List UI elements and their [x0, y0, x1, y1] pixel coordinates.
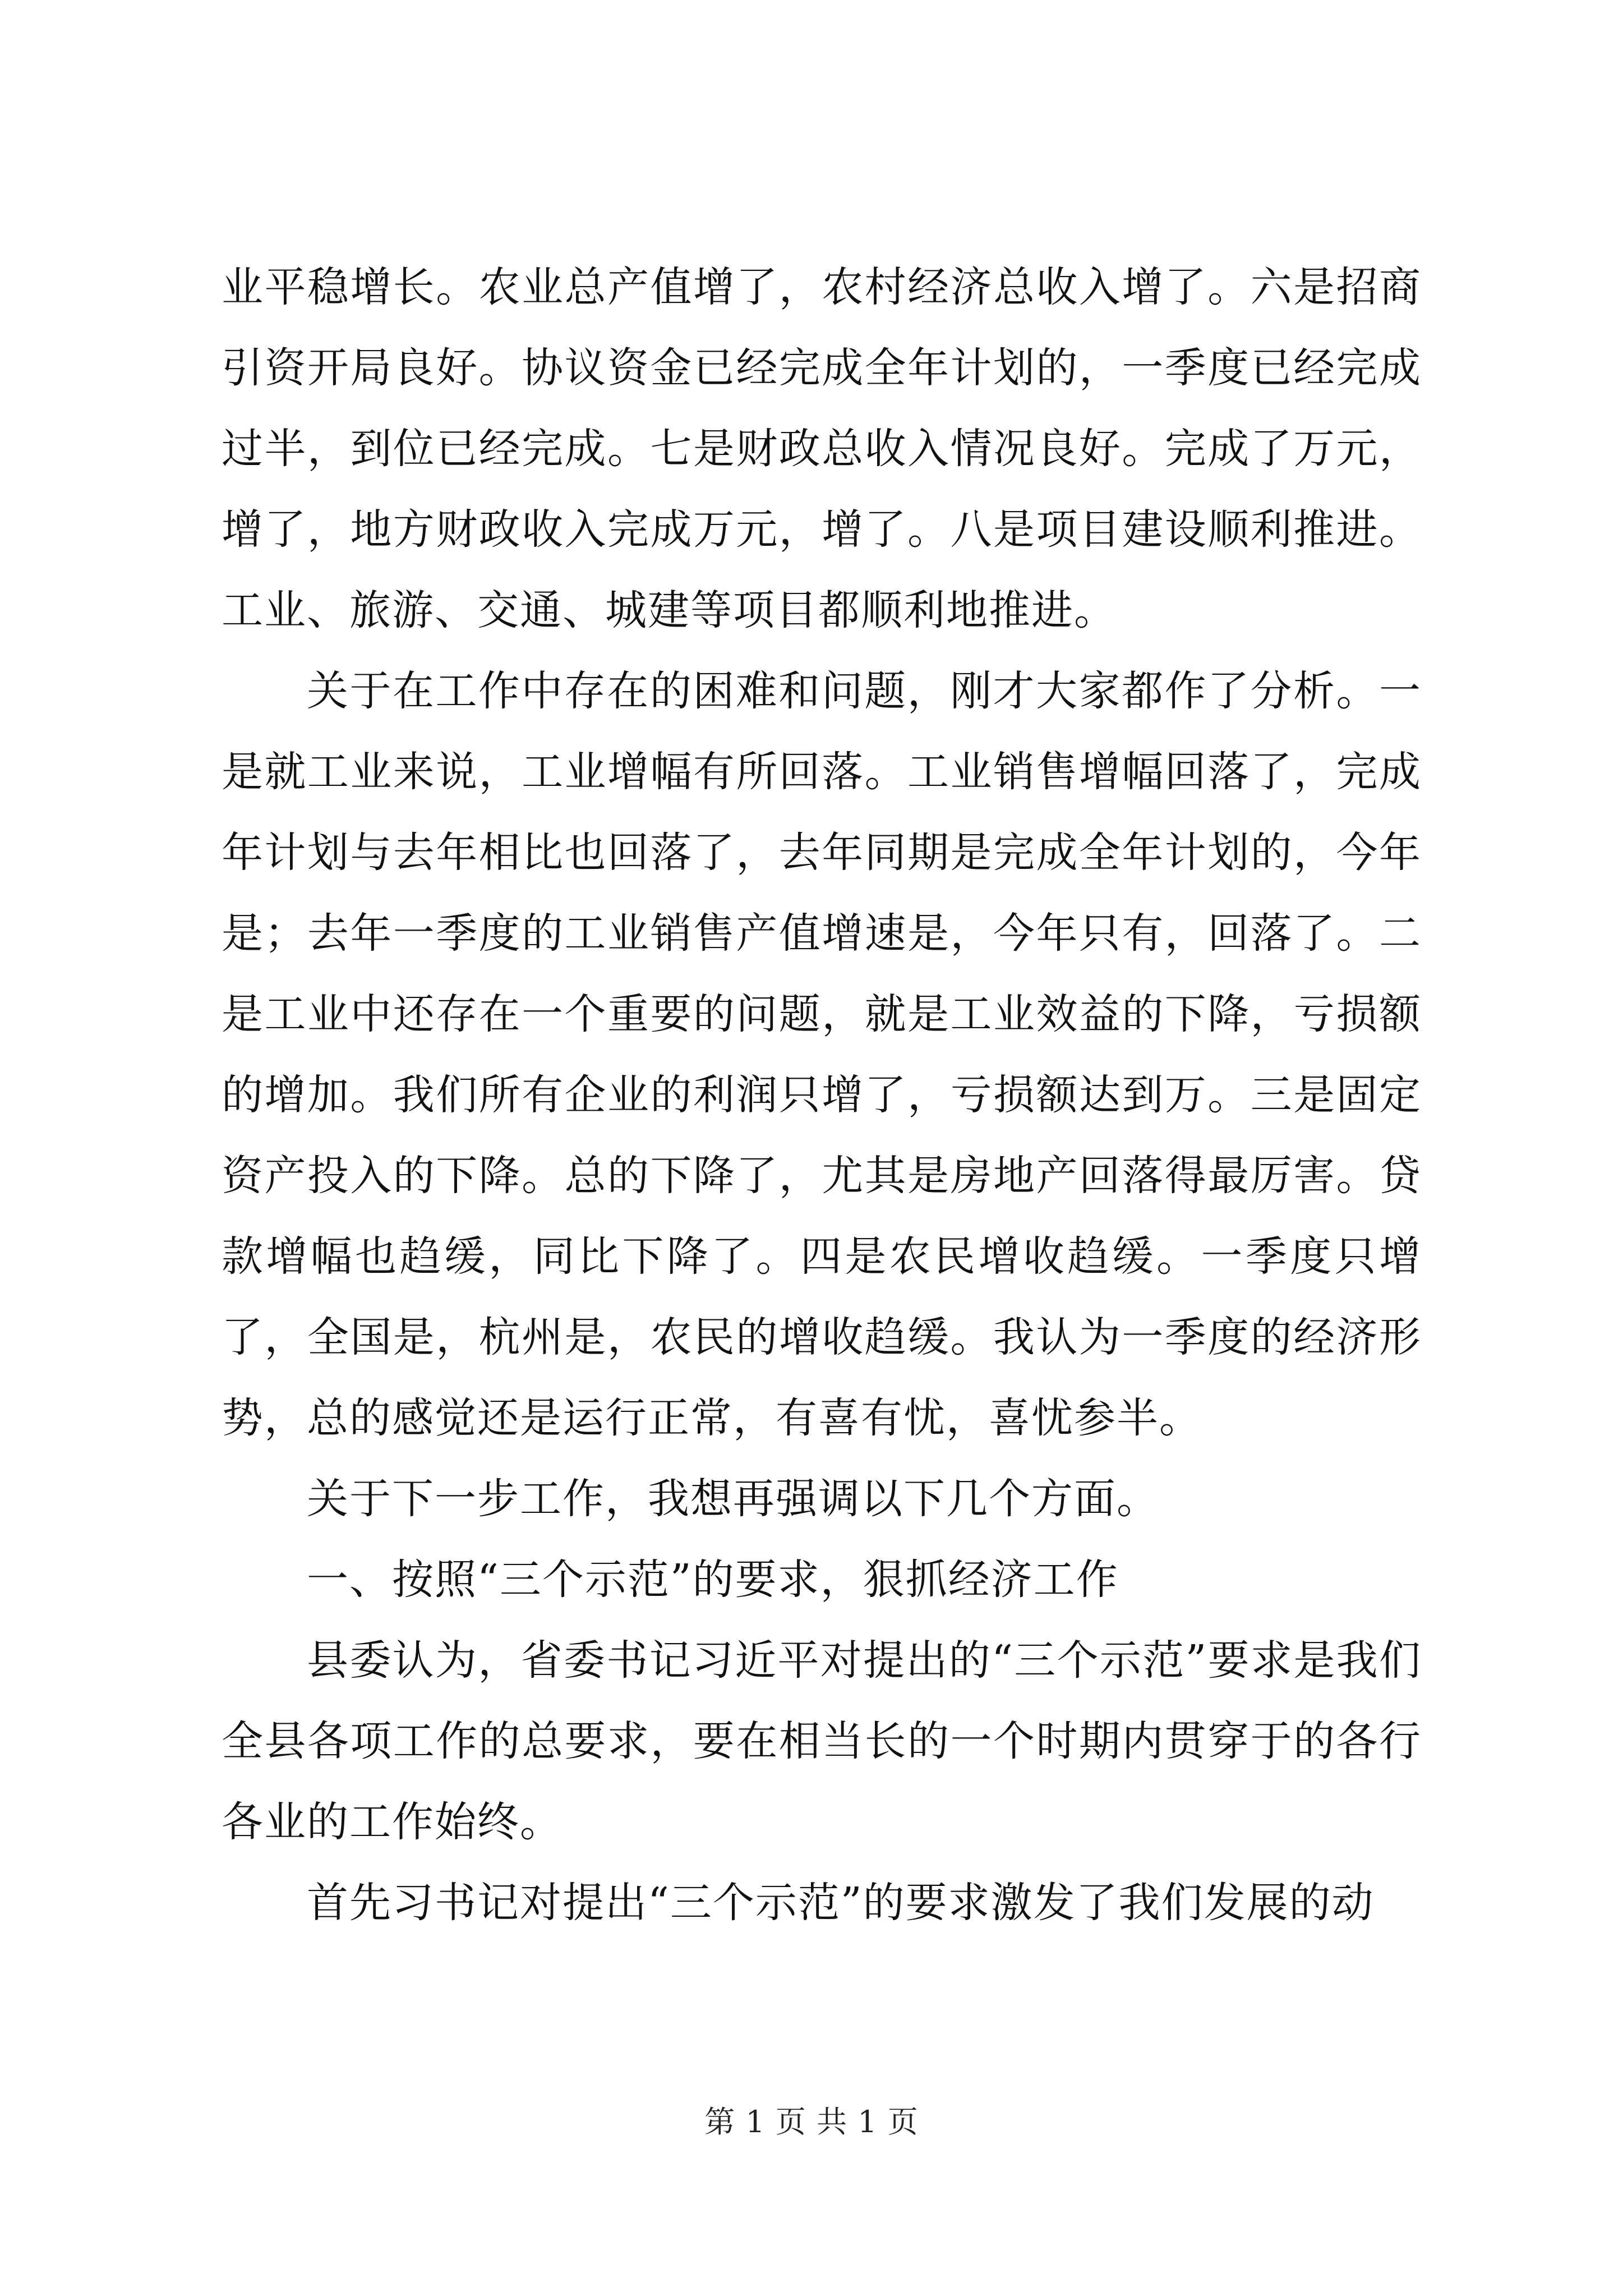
paragraph-next-steps: 关于下一步工作，我想再强调以下几个方面。 — [307, 1475, 1159, 1523]
body-text — [222, 247, 1422, 1943]
page-number-footer: 第 1 页 共 1 页 — [704, 2104, 919, 2139]
paragraph-county-committee: 县委认为，省委书记习近平对提出的“三个示范”要求是我们全县各项工作的总要求，要在相当长的一个时期内贯穿于的各行各业的工作始终。 — [222, 1636, 1422, 1846]
paragraph-continuation: 业平稳增长。农业总产值增了，农村经济总收入增了。六是招商引资开局良好。协议资金已经完成全年计划的，一季度已经完成过半，到位已经完成。七是财政总收入情况良好。完成了万元，增了，地方财政收入完成万元，增了。八是项目建设顺利推进。工业、旅游、交通、城建等项目都顺利地推进。 — [222, 263, 1422, 634]
paragraph-first: 首先习书记对提出“三个示范”的要求激发了我们发展的动 — [307, 1879, 1375, 1927]
paragraph-difficulties: 关于在工作中存在的困难和问题，刚才大家都作了分析。一是就工业来说，工业增幅有所回落。工业销售增幅回落了，完成年计划与去年相比也回落了，去年同期是完成全年计划的，今年是；去年一季度的工业销售产值增速是，今年只有，回落了。二是工业中还存在一个重要的问题，就是工业效益的下降，亏损额的增加。我们所有企业的利润只增了，亏损额达到万。三是固定资产投入的下降。总的下降了，尤其是房地产回落得最厉害。贷款增幅也趋缓，同比下降了。四是农民增收趋缓。一季度只增了，全国是，杭州是，农民的增收趋缓。我认为一季度的经济形势，总的感觉还是运行正常，有喜有忧，喜忧参半。 — [222, 667, 1422, 1442]
section-heading: 一、按照“三个示范”的要求，狠抓经济工作 — [307, 1556, 1119, 1604]
